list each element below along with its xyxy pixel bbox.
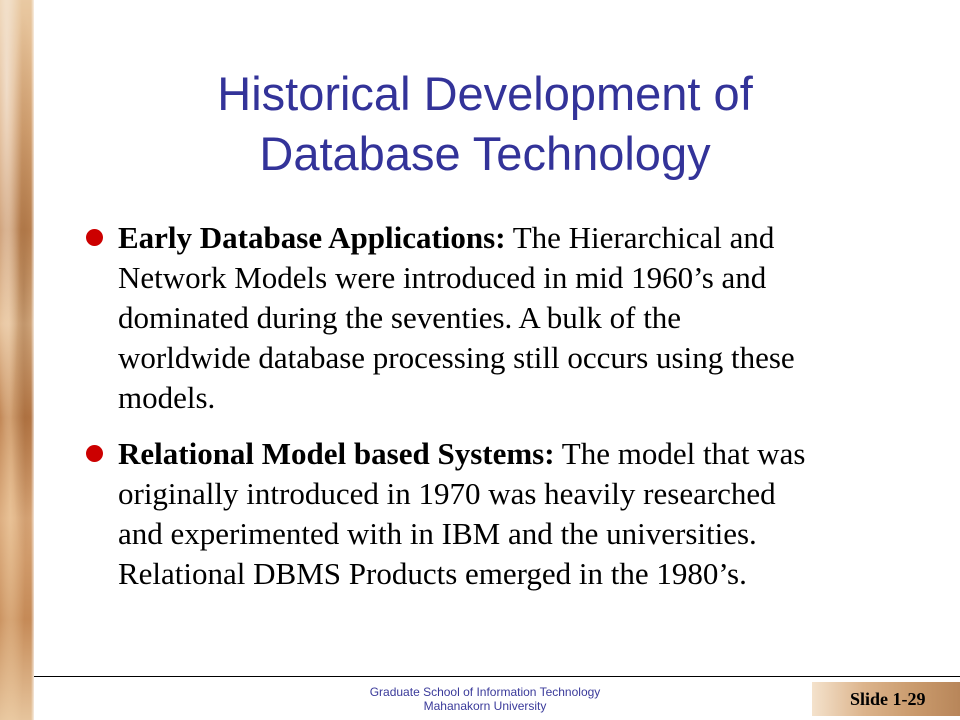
bullet-dot-icon bbox=[86, 445, 103, 462]
bullet-heading: Relational Model based Systems: bbox=[118, 436, 555, 471]
footer-line-1: Graduate School of Information Technology bbox=[369, 685, 601, 699]
bullet-heading: Early Database Applications: bbox=[118, 220, 506, 255]
slide-title-line-2: Database Technology bbox=[259, 127, 711, 180]
footer-institution bbox=[300, 685, 670, 713]
bullet-body: The model that was originally introduced in 1970 was heavily researched and experimented with in IBM and the universities. Relational DBMS Products emerged in the 1980’s. bbox=[118, 436, 806, 591]
footer-divider bbox=[34, 676, 960, 677]
slide-title bbox=[60, 64, 910, 184]
bullet-body: The Hierarchical and Network Models were introduced in mid 1960’s and dominated during the seventies. A bulk of the worldwide database processing still occurs using these models. bbox=[118, 220, 795, 415]
slide-title-line-1: Historical Development of bbox=[217, 67, 753, 120]
footer-line-2: Mahanakorn University bbox=[423, 699, 547, 713]
bullet-item-early-database bbox=[86, 218, 806, 418]
bullet-item-relational-model bbox=[86, 434, 806, 594]
decorative-side-strip bbox=[0, 0, 34, 720]
bullet-list bbox=[86, 218, 806, 610]
slide-number: Slide 1-29 bbox=[850, 689, 926, 709]
bullet-dot-icon bbox=[86, 229, 103, 246]
